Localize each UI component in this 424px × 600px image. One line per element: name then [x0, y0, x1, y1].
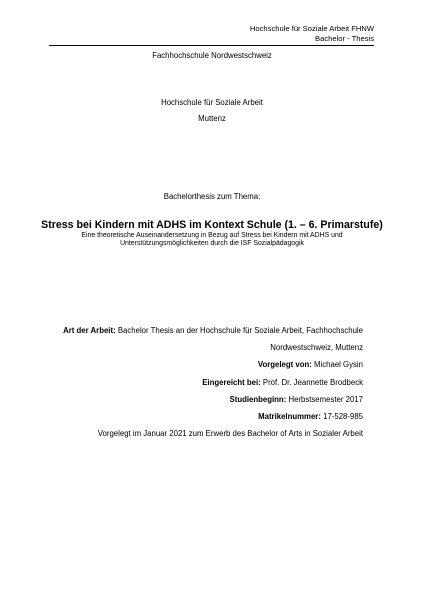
thesis-details	[63, 322, 363, 442]
thesis-subtitle	[0, 232, 424, 249]
detail-closing-statement: Vorgelegt im Januar 2021 zum Erwerb des Bachelor of Arts in Sozialer Arbeit	[97, 429, 363, 439]
header-institution: Hochschule für Soziale Arbeit FHNW	[249, 24, 374, 33]
detail-value: Bachelor Thesis an der Hochschule für Soziale Arbeit, Fachhochschule	[115, 326, 363, 335]
running-header	[250, 24, 374, 43]
header-document-type: Bachelor - Thesis	[315, 33, 374, 43]
school-location: Muttenz	[198, 114, 226, 123]
detail-label: Eingereicht bei:	[202, 377, 261, 387]
detail-label: Studienbeginn:	[229, 394, 287, 404]
detail-eingereicht-bei	[63, 374, 363, 391]
thesis-kicker: Bachelorthesis zum Thema:	[163, 192, 261, 201]
detail-vorgelegt-von	[63, 356, 363, 373]
header-divider	[49, 45, 374, 46]
detail-label: Matrikelnummer:	[258, 412, 321, 422]
subtitle-line-1: Eine theoretische Auseinandersetzung in Bezug auf Stress bei Kindern mit ADHS und	[81, 232, 343, 239]
detail-value: 17-528-985	[320, 412, 363, 422]
university-name: Fachhochschule Nordwestschweiz	[152, 51, 272, 60]
detail-art-der-arbeit	[63, 322, 363, 339]
detail-value: Prof. Dr. Jeannette Brodbeck	[260, 377, 363, 387]
thesis-title: Stress bei Kindern mit ADHS im Kontext Schule (1. – 6. Primarstufe)	[41, 219, 383, 231]
detail-value: Michael Gysin	[311, 360, 363, 370]
detail-value: Herbstsemester 2017	[286, 394, 363, 404]
detail-matrikelnummer	[63, 408, 363, 425]
detail-label: Art der Arbeit:	[63, 326, 116, 335]
detail-studienbeginn	[63, 391, 363, 408]
detail-art-der-arbeit-continued: Nordwestschweiz, Muttenz	[270, 343, 363, 353]
subtitle-line-2: Unterstützungsmöglichkeiten durch die ISF Sozialpädagogik	[120, 240, 304, 248]
detail-label: Vorgelegt von:	[257, 360, 312, 370]
school-name: Hochschule für Soziale Arbeit	[161, 98, 263, 107]
